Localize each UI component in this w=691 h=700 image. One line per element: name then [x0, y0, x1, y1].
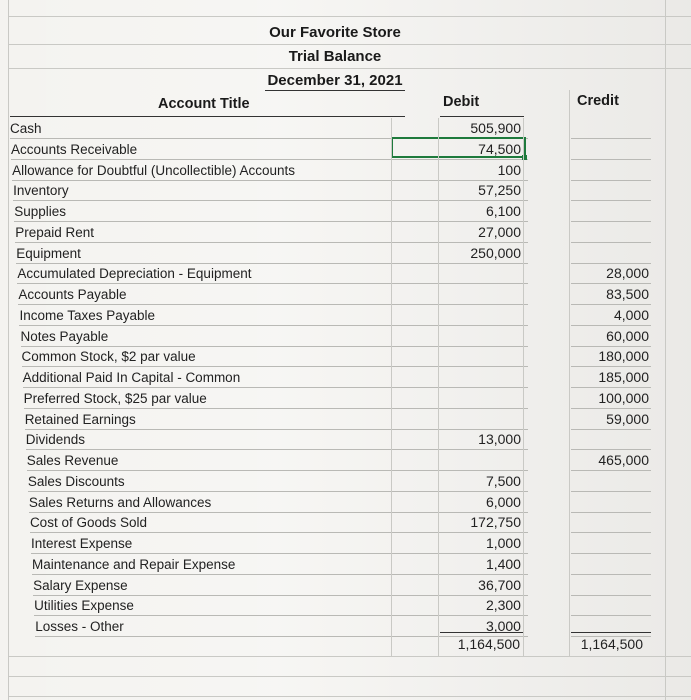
account-cell[interactable]: Salary Expense [33, 577, 128, 593]
grid-line [8, 696, 691, 697]
account-cell[interactable]: Sales Revenue [26, 453, 119, 468]
selected-cell[interactable] [391, 137, 526, 158]
credit-cell-wrap [571, 284, 651, 305]
credit-cell-wrap [571, 326, 651, 347]
account-cell[interactable]: Cash [10, 121, 42, 136]
table-row [25, 409, 528, 430]
credit-cell-wrap [571, 471, 651, 492]
credit-cell-wrap [571, 595, 651, 616]
grid-line [438, 118, 439, 656]
grid-line [391, 118, 392, 656]
debit-cell[interactable]: 6,000 [485, 493, 521, 510]
table-row [30, 512, 528, 533]
debit-cell[interactable]: 36,700 [478, 576, 521, 593]
debit-cell[interactable]: 100 [497, 161, 521, 178]
grid-line [8, 0, 9, 700]
account-cell[interactable]: Prepaid Rent [15, 224, 95, 240]
credit-cell-wrap [571, 429, 651, 450]
credit-cell[interactable]: 180,000 [598, 348, 649, 365]
credit-cell[interactable]: 83,500 [606, 286, 649, 302]
table-row [22, 346, 528, 367]
debit-total[interactable]: 1,164,500 [457, 636, 520, 652]
company-name: Our Favorite Store [269, 24, 401, 41]
debit-header-underline [440, 116, 524, 117]
credit-cell-wrap [571, 492, 651, 513]
credit-cell[interactable]: 100,000 [598, 389, 649, 406]
account-cell[interactable]: Income Taxes Payable [19, 307, 156, 323]
table-row [32, 554, 528, 575]
credit-cell-wrap [571, 160, 651, 181]
debit-cell[interactable]: 3,000 [485, 618, 521, 634]
credit-cell[interactable]: 4,000 [613, 306, 649, 323]
table-row [10, 118, 528, 139]
table-row [15, 222, 528, 243]
debit-cell[interactable]: 1,000 [485, 535, 521, 551]
account-cell[interactable]: Retained Earnings [24, 411, 136, 427]
table-row [26, 429, 528, 450]
debit-cell[interactable]: 6,100 [485, 203, 521, 219]
account-cell[interactable]: Cost of Goods Sold [29, 515, 148, 531]
totals-row-credit [571, 634, 649, 655]
grid-line [523, 118, 524, 656]
account-cell[interactable]: Accumulated Depreciation - Equipment [17, 266, 252, 282]
table-row [19, 305, 528, 326]
header-underline [10, 116, 405, 117]
account-cell[interactable]: Dividends [25, 432, 86, 448]
debit-cell[interactable]: 505,900 [470, 120, 521, 136]
credit-cell[interactable]: 60,000 [606, 327, 649, 344]
credit-cell-wrap [571, 139, 651, 160]
table-row [17, 263, 528, 284]
table-row [28, 471, 528, 492]
grid-line [665, 0, 666, 700]
table-row [34, 595, 528, 616]
credit-cell-wrap [571, 512, 651, 533]
account-cell[interactable]: Losses - Other [35, 619, 124, 634]
account-cell[interactable]: Accounts Payable [18, 287, 127, 302]
table-row [12, 160, 528, 181]
credit-cell-wrap [571, 243, 651, 264]
credit-cell[interactable]: 28,000 [606, 265, 649, 282]
grid-line [8, 656, 691, 657]
grid-line [8, 44, 691, 45]
credit-cell[interactable]: 185,000 [598, 369, 649, 385]
credit-total-rule [571, 632, 651, 633]
table-row [31, 533, 528, 554]
credit-cell-wrap [571, 263, 651, 284]
credit-total[interactable]: 1,164,500 [580, 636, 643, 652]
debit-cell[interactable]: 74,500 [478, 140, 521, 157]
credit-cell-wrap [571, 554, 651, 575]
account-cell[interactable]: Accounts Receivable [11, 141, 138, 157]
debit-cell[interactable]: 27,000 [478, 223, 521, 240]
account-cell[interactable]: Sales Discounts [27, 473, 125, 489]
grid-line [8, 68, 691, 69]
grid-line [8, 16, 691, 17]
credit-cell-wrap [571, 222, 651, 243]
debit-cell[interactable]: 1,400 [485, 555, 521, 572]
credit-cell[interactable]: 465,000 [598, 452, 649, 468]
credit-cell-wrap [571, 305, 651, 326]
title-underline [265, 90, 405, 91]
debit-cell[interactable]: 57,250 [478, 182, 521, 199]
table-row [29, 492, 528, 513]
account-cell[interactable]: Utilities Expense [34, 598, 134, 614]
credit-cell[interactable]: 59,000 [606, 410, 649, 427]
credit-header: Credit [577, 93, 619, 109]
credit-cell-wrap [571, 409, 651, 430]
account-cell[interactable]: Interest Expense [31, 536, 133, 551]
credit-cell-wrap [571, 450, 651, 471]
credit-cell-wrap [571, 388, 651, 409]
credit-cell-wrap [571, 118, 651, 139]
table-row [13, 180, 528, 201]
credit-cell-wrap [571, 180, 651, 201]
debit-cell[interactable]: 2,300 [485, 597, 521, 614]
debit-total-rule [440, 632, 524, 633]
grid-line [8, 676, 691, 677]
totals-row [440, 634, 524, 655]
table-row [33, 575, 528, 596]
credit-cell-wrap [571, 533, 651, 554]
account-cell[interactable]: Additional Paid In Capital - Common [22, 370, 241, 385]
debit-cell[interactable]: 7,500 [485, 472, 521, 489]
table-row [21, 326, 529, 347]
debit-header: Debit [443, 94, 480, 110]
account-cell[interactable]: Supplies [14, 204, 66, 219]
account-cell[interactable]: Inventory [13, 183, 69, 199]
table-row [16, 243, 528, 264]
account-title-header: Account Title [158, 96, 250, 112]
grid-line [569, 90, 570, 656]
account-cell[interactable]: Common Stock, $2 par value [21, 349, 196, 365]
table-row [18, 284, 528, 305]
table-row [23, 367, 528, 388]
table-row [24, 388, 528, 409]
debit-cell[interactable]: 13,000 [478, 431, 521, 448]
credit-cell-wrap [571, 367, 651, 388]
account-cell[interactable]: Notes Payable [20, 328, 109, 344]
debit-cell[interactable]: 172,750 [470, 514, 521, 531]
credit-cell-wrap [571, 346, 651, 367]
account-cell[interactable]: Maintenance and Repair Expense [32, 556, 236, 572]
debit-cell[interactable]: 250,000 [470, 244, 521, 261]
table-row [14, 201, 528, 222]
account-cell[interactable]: Preferred Stock, $25 par value [23, 390, 207, 406]
account-cell[interactable]: Equipment [16, 245, 81, 261]
account-cell[interactable]: Allowance for Doubtful (Uncollectible) Accounts [12, 162, 295, 178]
account-cell[interactable]: Sales Returns and Allowances [28, 494, 212, 510]
table-row [27, 450, 528, 471]
credit-cell-wrap [571, 575, 651, 596]
report-title: Trial Balance [288, 48, 382, 65]
credit-cell-wrap [571, 201, 651, 222]
report-date: December 31, 2021 [267, 72, 403, 89]
